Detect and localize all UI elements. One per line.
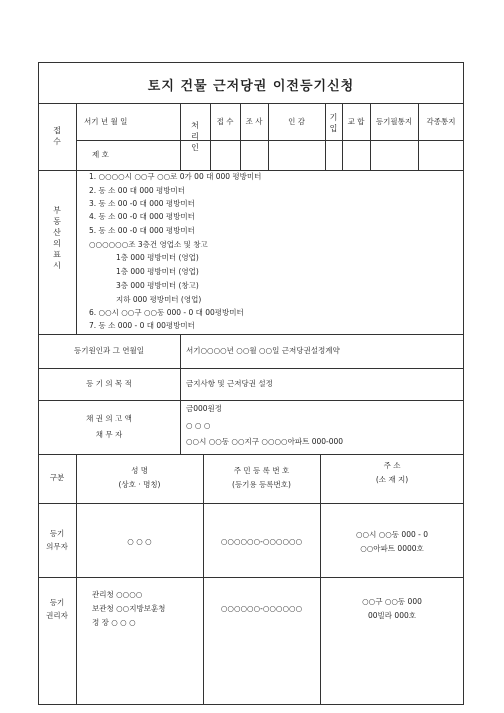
obligee-label: 등기 — [49, 598, 65, 607]
property-line: 5. 동 소 00 -0 대 000 평방미터 — [89, 226, 195, 235]
property-line: 1층 000 평방미터 (영업) — [116, 267, 199, 276]
header-address: 주 소 — [383, 461, 401, 470]
property-line: 7. 동 소 000 - 0 대 00평방미터 — [89, 321, 195, 330]
header-category: 구분 — [49, 473, 65, 482]
obligee-address-2: 00빌라 000호 — [368, 611, 416, 620]
property-line: 4. 동 소 00 -0 대 000 평방미터 — [89, 212, 195, 221]
property-label: 부 동 산 의 표 시 — [53, 206, 61, 270]
document-title: 토지 건물 근저당권 이전등기신청 — [147, 79, 355, 94]
debtor-address: ○○시 ○○동 ○○지구 ○○○○아파트 000-000 — [186, 437, 344, 446]
obligee-name-line: 관리청 ○○○○ — [92, 590, 143, 599]
property-line: ○○○○○○조 3층건 영업소 및 창고 — [89, 240, 208, 249]
cause-value: 서기○○○○년 ○○월 ○○일 근저당권설정계약 — [186, 346, 340, 355]
property-line: 3층 000 평방미터 (창고) — [116, 281, 199, 290]
property-line: 지하 000 평방미터 (영업) — [116, 295, 202, 304]
reception-label: 접 수 — [53, 126, 61, 146]
obligee-name-line: 보관청 ○○지방보훈청 — [92, 604, 166, 613]
header-id: 주 민 등 록 번 호 — [233, 466, 290, 475]
obligee-address: ○○구 ○○동 000 — [362, 597, 422, 606]
property-line: 6. ○○시 ○○구 ○○동 000 - 0 대 00평방미터 — [89, 308, 244, 317]
obligee-name-line: 정 장 ○ ○ ○ — [92, 618, 136, 627]
property-line: 1. ○○○○시 ○○구 ○○로 0가 00 대 000 평방미터 — [89, 172, 262, 181]
claim-amount: 금000원정 — [186, 404, 223, 413]
obligor-name: ○ ○ ○ — [127, 537, 152, 546]
col-entry: 기 입 — [329, 113, 338, 133]
col-seal: 인 감 — [288, 117, 305, 126]
col-investigation: 조 사 — [245, 117, 263, 126]
obligor-label-2: 의무자 — [46, 542, 68, 551]
property-line: 3. 동 소 00 -0 대 000 평방미터 — [89, 199, 195, 208]
obligee-id: ○○○○○○-○○○○○○ — [220, 604, 303, 613]
property-line: 2. 동 소 00 대 000 평방미터 — [89, 186, 186, 195]
obligor-address-2: ○○아파트 0000호 — [360, 544, 424, 553]
obligor-label: 등기 — [49, 529, 65, 538]
date-label: 서기 년 월 일 — [84, 117, 128, 126]
debtor-label: 채 무 자 — [95, 430, 123, 439]
header-name: 성 명 — [131, 466, 148, 475]
purpose-value: 금지사항 및 근저당권 설정 — [186, 379, 273, 388]
property-divider — [76, 170, 77, 334]
header-name-sub: (상호 · 명칭) — [118, 480, 161, 489]
obligor-id: ○○○○○○-○○○○○○ — [220, 537, 303, 546]
property-bottom-line — [38, 334, 464, 335]
number-label: 제 호 — [92, 150, 109, 159]
debtor-name: ○ ○ ○ — [186, 421, 211, 430]
cause-label: 등기원인과 그 연월일 — [74, 346, 144, 355]
header-id-sub: (등기용 등록번호) — [232, 480, 291, 489]
col-various-notice: 각종통지 — [426, 117, 456, 126]
property-line: 1층 000 평방미터 (영업) — [116, 253, 199, 262]
obligee-label-2: 권리자 — [46, 611, 68, 620]
col-completion-notice: 등기필통지 — [375, 117, 413, 126]
col-check: 교 합 — [347, 117, 365, 126]
purpose-label: 등 기 의 목 적 — [86, 379, 132, 388]
process-label: 처 리 인 — [191, 121, 199, 152]
obligor-address: ○○시 ○○동 000 - 0 — [356, 530, 428, 539]
header-address-sub: (소 재 지) — [375, 475, 409, 484]
claim-amount-label: 채 권 의 고 액 — [86, 414, 132, 423]
col-reception: 접 수 — [216, 117, 234, 126]
